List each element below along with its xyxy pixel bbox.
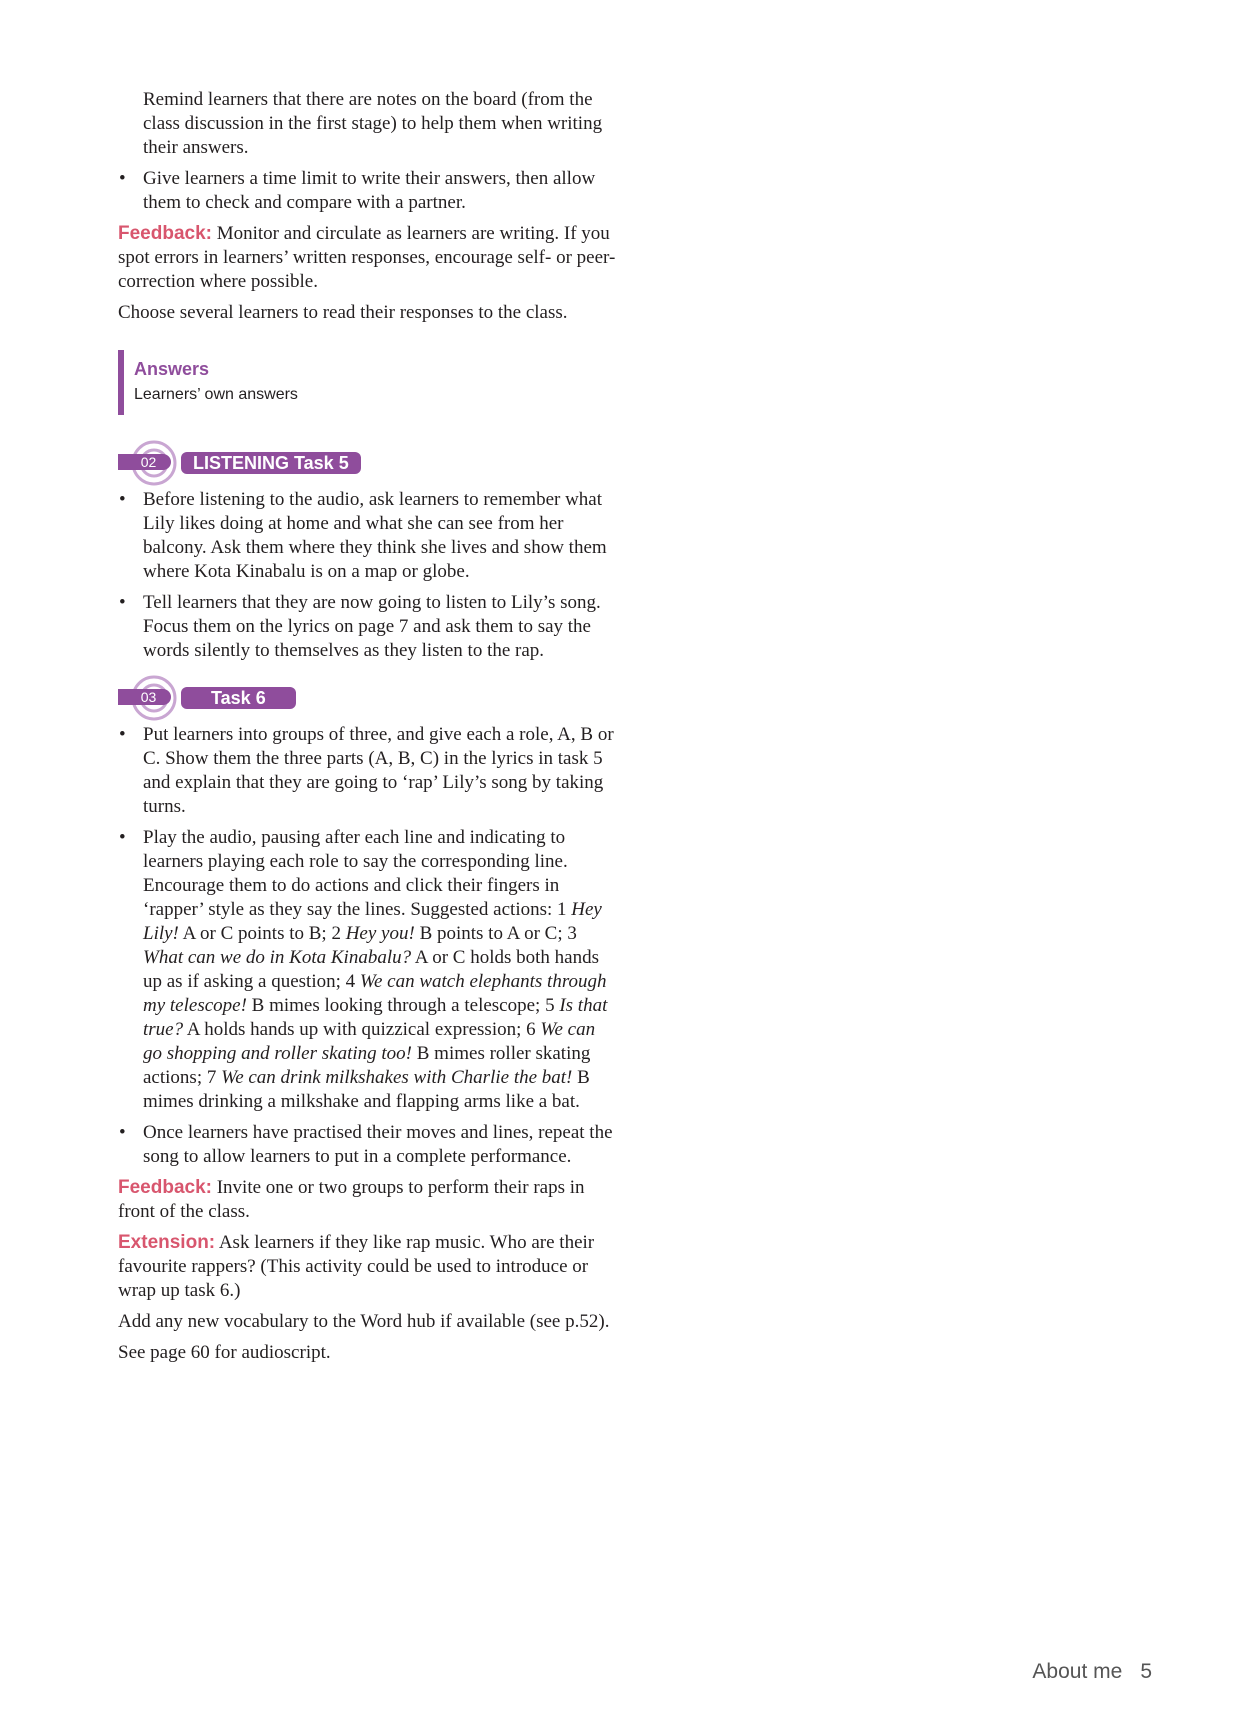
intro-list: [118, 88, 618, 215]
page-number: 5: [1140, 1660, 1152, 1683]
list-item: • Before listening to the audio, ask learners to remember what Lily likes doing at home and what she can see from her balcony. Ask them where they think she lives and show them where Kota Kinabalu is on a map or globe.: [118, 488, 618, 584]
task6-header: [118, 673, 618, 723]
extension-text: Ask learners if they like rap music. Who are their favourite rappers? (This activity could be used to introduce or wrap up task 6.): [118, 1232, 595, 1301]
lyric-line: Hey you!: [345, 923, 415, 944]
feedback-text: Invite one or two groups to perform their raps in front of the class.: [118, 1177, 585, 1222]
list-item: • Play the audio, pausing after each line and indicating to learners playing each role to say the corresponding line. Encourage them to do actions and click their fingers in ‘rapper’ style as they say the lines. Suggested actions: 1 Hey Lily! A or C points to B; 2 Hey you! B points to A or C; 3 What can we do in Kota Kinabalu? A or C holds both hands up as if asking a question; 4 We can watch elephants through my telescope! B mimes looking through a telescope; 5 Is that true? A holds hands up with quizzical expression; 6 We can go shopping and roller skating too! B mimes roller skating actions; 7 We can drink milkshakes with Charlie the bat! B mimes drinking a milkshake and flapping arms like a bat.: [118, 826, 618, 1114]
lyric-line: Is that true?: [143, 995, 608, 1040]
feedback-label: Feedback:: [118, 223, 212, 244]
lyric-line: What can we do in Kota Kinabalu?: [143, 947, 412, 968]
answers-text: Learners’ own answers: [134, 386, 298, 403]
lyric-line: We can watch elephants through my telescope!: [143, 971, 607, 1016]
extension-paragraph: [118, 1231, 618, 1303]
list-item: • Give learners a time limit to write their answers, then allow them to check and compare with a partner.: [118, 167, 618, 215]
audio-track-number[interactable]: 02: [118, 454, 171, 470]
list-item: • Put learners into groups of three, and give each a role, A, B or C. Show them the three parts (A, B, C) in the lyrics in task 5 and explain that they are going to ‘rap’ Lily’s song by taking turns.: [118, 723, 618, 819]
task6-list: [118, 723, 618, 1169]
audioscript-paragraph: See page 60 for audioscript.: [118, 1342, 331, 1363]
continued-bullet-text: Remind learners that there are notes on the board (from the class discussion in the first stage) to help them when writing their answers.: [143, 89, 603, 158]
lyric-line: We can drink milkshakes with Charlie the bat!: [221, 1067, 573, 1088]
task5-list: [118, 488, 618, 663]
list-item: • Once learners have practised their moves and lines, repeat the song to allow learners to put in a complete performance.: [118, 1121, 618, 1169]
page-footer: [1032, 1660, 1152, 1684]
lyric-line: We can go shopping and roller skating too!: [143, 1019, 596, 1064]
choose-learners-paragraph: Choose several learners to read their responses to the class.: [118, 302, 568, 323]
extension-label: Extension:: [118, 1232, 216, 1253]
task5-header: [118, 438, 618, 488]
audio-track-number[interactable]: 03: [118, 689, 171, 705]
vocabulary-paragraph: Add any new vocabulary to the Word hub if available (see p.52).: [118, 1311, 610, 1332]
answers-box: [118, 350, 618, 415]
task6-heading: Task 6: [181, 687, 296, 709]
feedback-paragraph: [118, 222, 618, 294]
lyric-line: Hey Lily!: [143, 899, 602, 944]
main-column: [118, 88, 618, 1372]
feedback-text: Monitor and circulate as learners are writing. If you spot errors in learners’ written responses, encourage self- or peer-correction where possible.: [118, 223, 616, 292]
section-title: About me: [1032, 1660, 1123, 1683]
list-item: • Tell learners that they are now going to listen to Lily’s song. Focus them on the lyrics on page 7 and ask them to say the words silently to themselves as they listen to the rap.: [118, 591, 618, 663]
task5-heading: LISTENING Task 5: [181, 452, 361, 474]
feedback-paragraph: [118, 1176, 618, 1224]
answers-title: Answers: [134, 359, 210, 379]
feedback-label: Feedback:: [118, 1177, 212, 1198]
